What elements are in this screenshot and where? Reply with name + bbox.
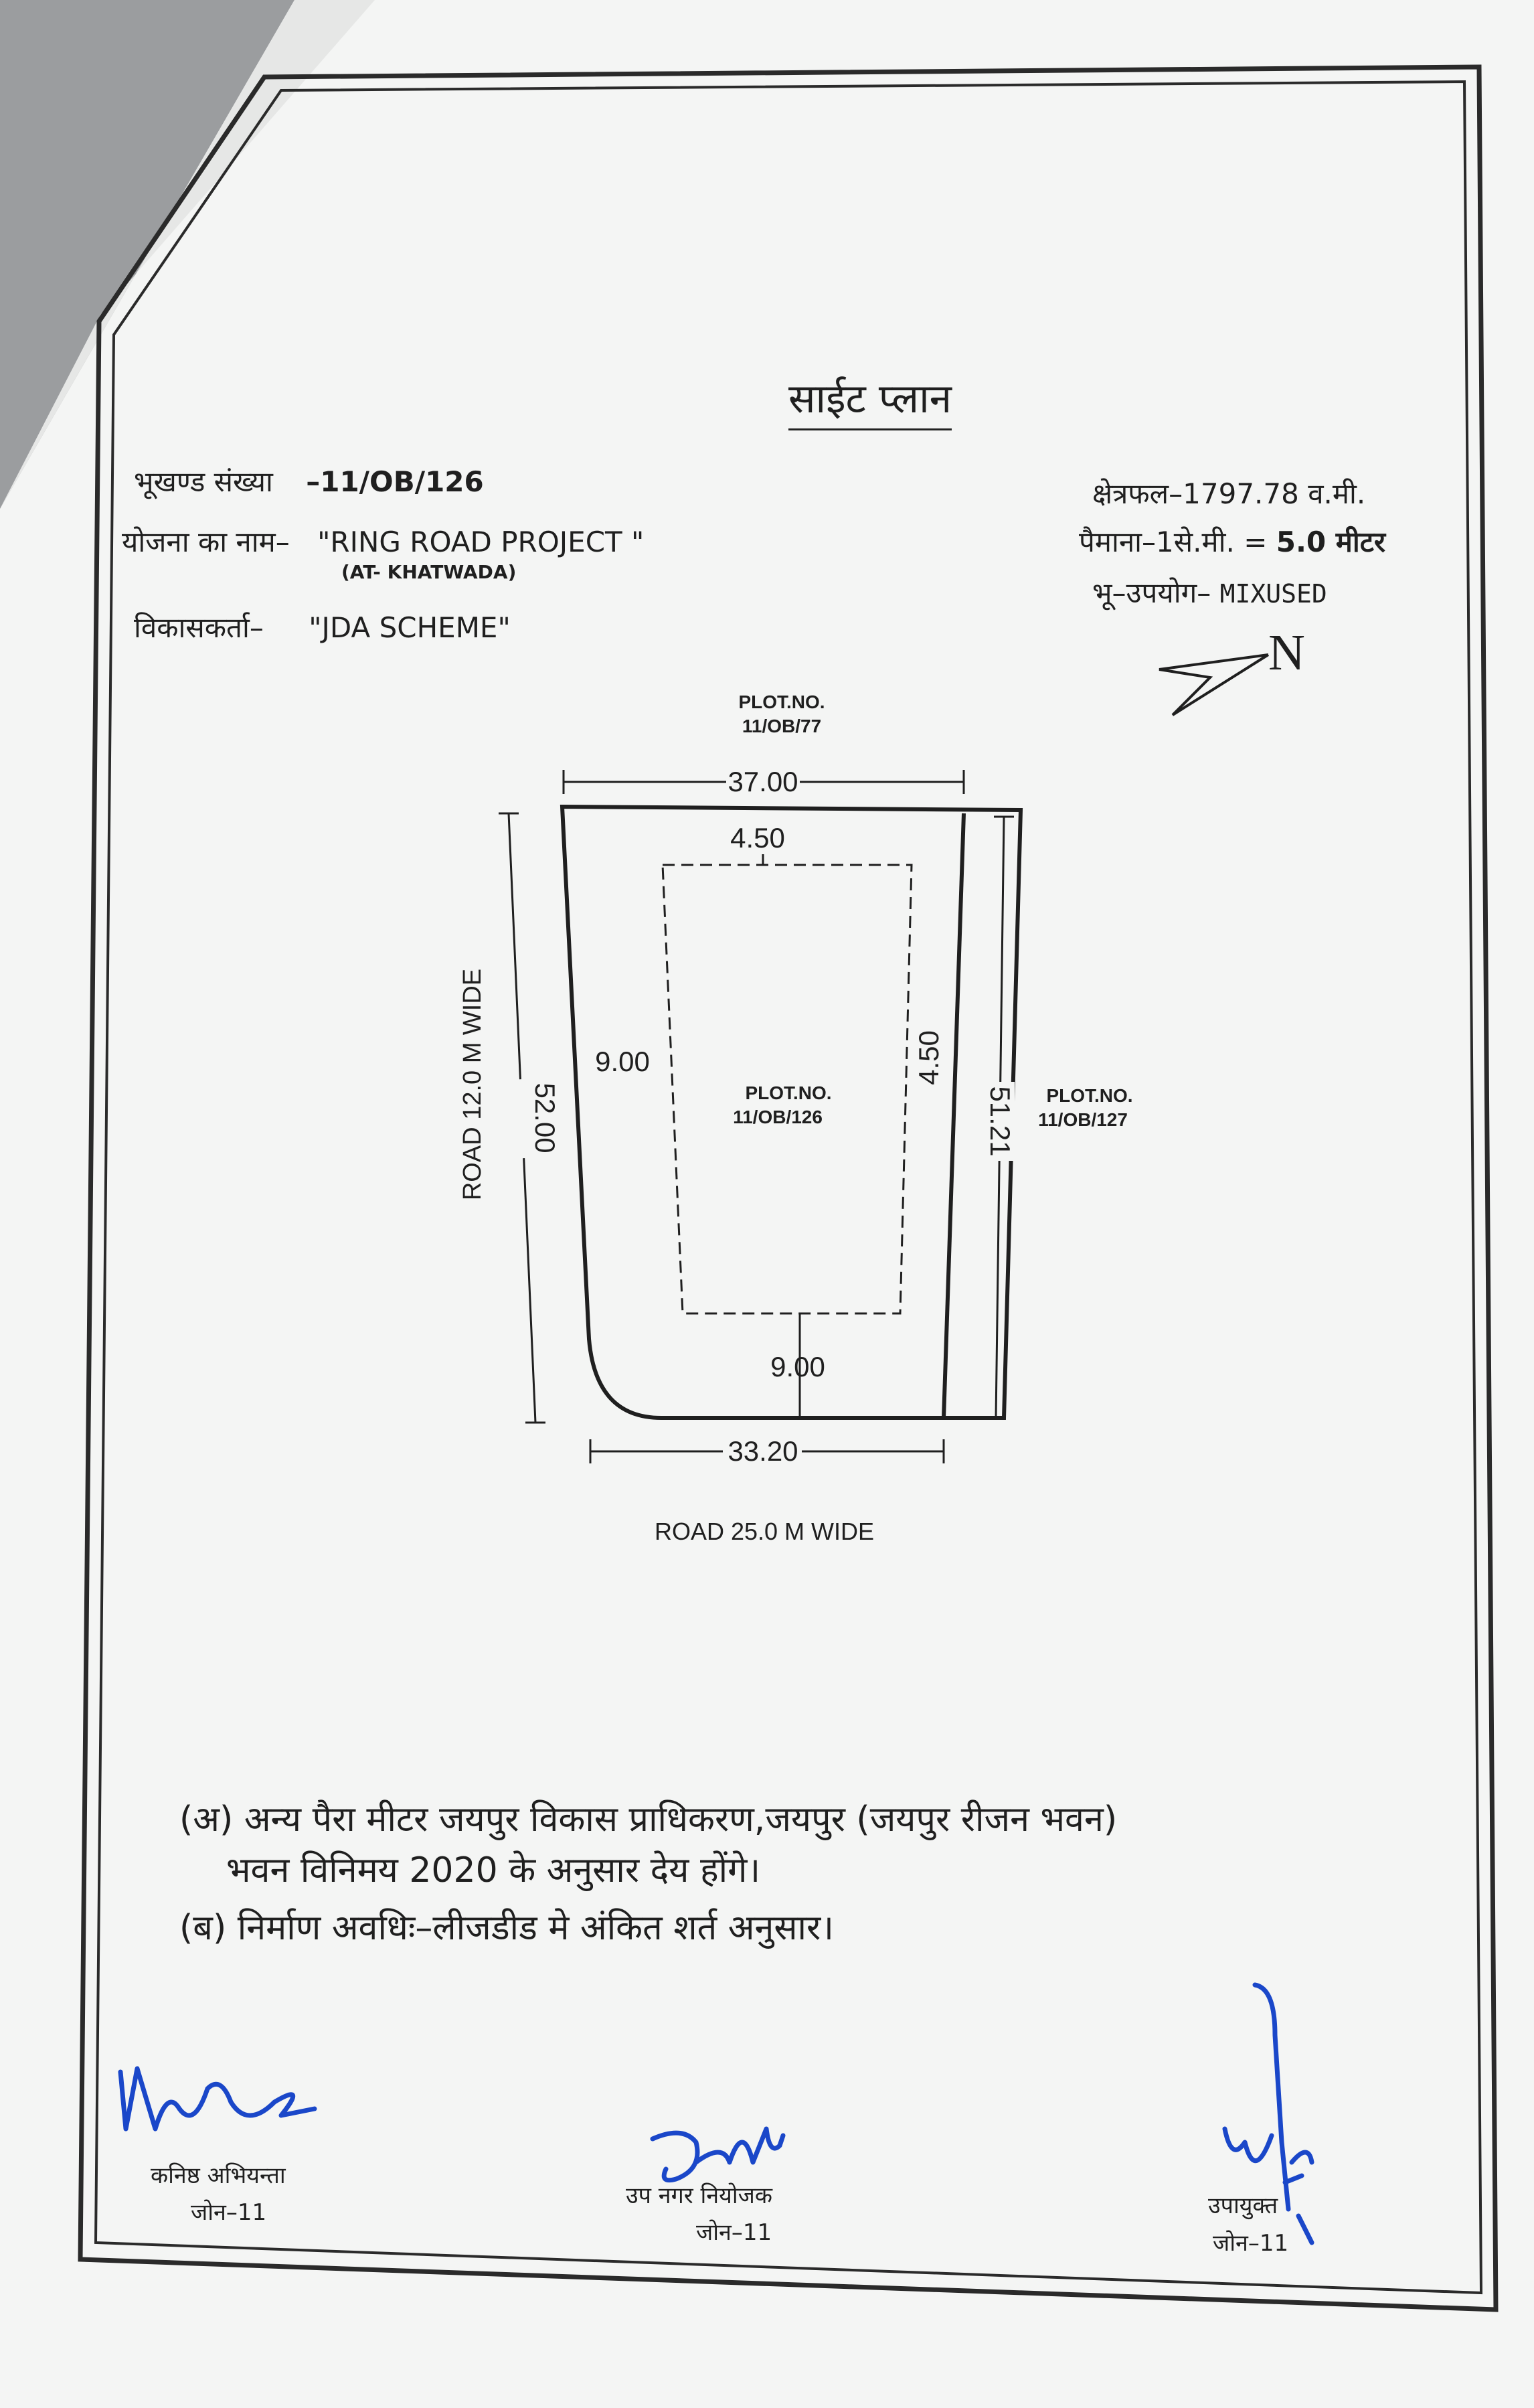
center-plot-label-line2: 11/OB/126 (733, 1107, 823, 1127)
setback-left-label: 9.00 (595, 1046, 650, 1077)
area-value: 1797.78 व.मी. (1183, 477, 1366, 510)
landuse-value: MIXUSED (1219, 579, 1327, 609)
landuse-label: भू–उपयोग– (1092, 576, 1211, 609)
deputy-commissioner-zone: जोन–11 (1213, 2230, 1289, 2257)
signature-junior-engineer (120, 2069, 315, 2129)
developer-value: "JDA SCHEME" (309, 611, 511, 644)
west-road-label: ROAD 12.0 M WIDE (458, 968, 487, 1201)
area-label: क्षेत्रफल– (1092, 477, 1183, 510)
right-length-label: 51.21 (985, 1086, 1016, 1157)
left-length-label: 52.00 (529, 1082, 561, 1153)
scheme-value: "RING ROAD PROJECT " (317, 526, 645, 558)
deputy-planner-title: उप नगर नियोजक (626, 2182, 773, 2209)
signature-deputy-planner (653, 2129, 783, 2180)
plot-number-value: –11/OB/126 (306, 465, 484, 498)
note-a-line2: भवन विनिमय 2020 के अनुसार देय होंगे। (226, 1850, 761, 1891)
plot-number-label: भूखण्ड संख्या (134, 465, 273, 498)
scheme-location: (AT- KHATWADA) (341, 561, 517, 583)
junior-engineer-title: कनिष्ठ अभियन्ता (151, 2162, 286, 2189)
setback-right-label: 4.50 (913, 1030, 944, 1085)
developer-label: विकासकर्ता– (134, 611, 264, 644)
bottom-width-label: 33.20 (728, 1435, 798, 1467)
junior-engineer-zone: जोन–11 (191, 2199, 267, 2226)
east-plot-label-line1: PLOT.NO. (1046, 1085, 1133, 1106)
setback-rear-label: 9.00 (770, 1351, 825, 1382)
note-b: (ब) निर्माण अवधिः–लीजडीड मे अंकित शर्त अनुसार। (179, 1908, 834, 1948)
center-plot-label-line1: PLOT.NO. (745, 1082, 832, 1103)
note-a-line1: (अ) अन्य पैरा मीटर जयपुर विकास प्राधिकरण,जयपुर (जयपुर रीजन भवन) (179, 1799, 1118, 1840)
deputy-commissioner-title: उपायुक्त (1208, 2192, 1278, 2219)
east-plot-label-line2: 11/OB/127 (1038, 1109, 1128, 1130)
north-plot-label-line2: 11/OB/77 (742, 716, 822, 736)
south-road-label: ROAD 25.0 M WIDE (654, 1518, 875, 1545)
setback-front-label: 4.50 (730, 822, 785, 854)
north-plot-label-line1: PLOT.NO. (738, 692, 825, 712)
scale-value: 5.0 मीटर (1276, 526, 1386, 558)
scheme-label: योजना का नाम– (122, 526, 290, 558)
north-label: N (1268, 625, 1305, 681)
top-width-label: 37.00 (728, 766, 798, 797)
page-title: साईट प्लान (788, 370, 952, 430)
scale-label: पैमाना–1से.मी. = (1079, 526, 1268, 558)
deputy-planner-zone: जोन–11 (696, 2219, 772, 2246)
